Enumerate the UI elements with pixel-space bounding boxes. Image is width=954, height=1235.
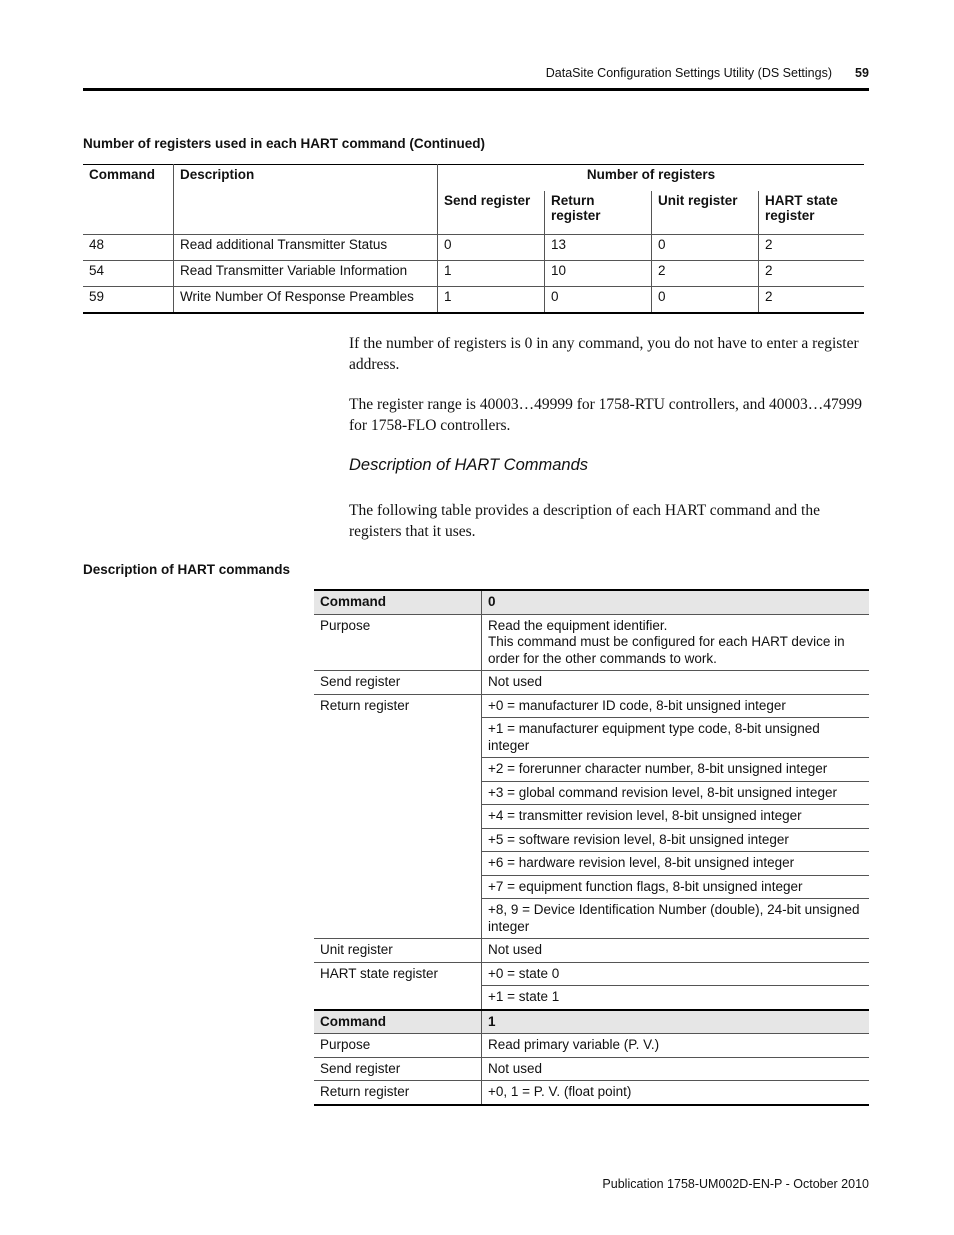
return-register-value: +4 = transmitter revision level, 8-bit unsigned integer (482, 805, 870, 829)
cell-unit: 0 (652, 235, 759, 261)
table-row (314, 1081, 869, 1105)
col-header-number-of-registers: Number of registers (438, 165, 865, 191)
table-row (314, 614, 869, 671)
cell-send: 1 (438, 261, 545, 287)
table-row (314, 1034, 869, 1058)
send-register-label: Send register (314, 1057, 482, 1081)
command-number: 1 (482, 1010, 870, 1034)
cell-unit: 2 (652, 261, 759, 287)
send-register-label: Send register (314, 671, 482, 695)
command-header-row (314, 1010, 869, 1034)
table-row (83, 261, 864, 287)
table-row (83, 287, 864, 313)
col-header-command: Command (83, 165, 174, 235)
purpose-line: Read the equipment identifier. (488, 617, 668, 633)
hart-state-register-value: +0 = state 0 (482, 962, 870, 986)
col-header-description: Description (174, 165, 438, 235)
return-register-value: +2 = forerunner character number, 8-bit unsigned integer (482, 758, 870, 782)
table-row (314, 694, 869, 718)
publication-footer: Publication 1758-UM002D-EN-P - October 2010 (602, 1177, 869, 1191)
return-register-value: +6 = hardware revision level, 8-bit unsigned integer (482, 852, 870, 876)
command-number: 0 (482, 590, 870, 614)
table-row (314, 1057, 869, 1081)
cell-description: Write Number Of Response Preambles (174, 287, 438, 313)
col-header-unit-register: Unit register (652, 191, 759, 235)
registers-table (83, 164, 864, 314)
cell-unit: 0 (652, 287, 759, 313)
cell-send: 1 (438, 287, 545, 313)
cell-return: 10 (545, 261, 652, 287)
cell-description: Read additional Transmitter Status (174, 235, 438, 261)
purpose-label: Purpose (314, 1034, 482, 1058)
send-register-value: Not used (482, 671, 870, 695)
running-header: DataSite Configuration Settings Utility (DS Settings) (545, 66, 832, 80)
cell-command: 48 (83, 235, 174, 261)
page-number: 59 (855, 66, 869, 80)
cell-hart: 2 (759, 287, 865, 313)
cell-command: 54 (83, 261, 174, 287)
paragraph-zero-registers: If the number of registers is 0 in any command, you do not have to enter a register address. (349, 335, 859, 373)
cell-hart: 2 (759, 235, 865, 261)
return-register-value: +3 = global command revision level, 8-bit unsigned integer (482, 781, 870, 805)
return-register-value: +7 = equipment function flags, 8-bit unsigned integer (482, 875, 870, 899)
hart-state-register-value: +1 = state 1 (482, 986, 870, 1010)
section-subheading: Description of HART Commands (349, 456, 589, 474)
unit-register-value: Not used (482, 939, 870, 963)
return-register-value: +8, 9 = Device Identification Number (double), 24-bit unsigned integer (482, 899, 870, 939)
cell-command: 59 (83, 287, 174, 313)
return-register-value: +0, 1 = P. V. (float point) (482, 1081, 870, 1105)
col-header-send-register: Send register (438, 191, 545, 235)
send-register-value: Not used (482, 1057, 870, 1081)
return-register-label: Return register (314, 694, 482, 939)
command-label: Command (314, 590, 482, 614)
registers-table-caption: Number of registers used in each HART command (Continued) (83, 136, 486, 151)
purpose-line: This command must be configured for each HART device in order for the other commands to work. (488, 634, 845, 666)
table-row (314, 939, 869, 963)
purpose-label: Purpose (314, 614, 482, 671)
cell-description: Read Transmitter Variable Information (174, 261, 438, 287)
unit-register-label: Unit register (314, 939, 482, 963)
purpose-value (482, 614, 870, 671)
table-row (314, 962, 869, 986)
col-header-hart-state-register: HART state register (759, 191, 865, 235)
table-row (83, 235, 864, 261)
cell-return: 0 (545, 287, 652, 313)
return-register-label: Return register (314, 1081, 482, 1105)
description-table (314, 589, 869, 1106)
paragraph-register-range: The register range is 40003…49999 for 1758-RTU controllers, and 40003…47999 for 1758-FLO controllers. (349, 396, 863, 434)
cell-hart: 2 (759, 261, 865, 287)
purpose-value: Read primary variable (P. V.) (482, 1034, 870, 1058)
table-row (314, 671, 869, 695)
header-rule (83, 88, 869, 91)
hart-state-register-label: HART state register (314, 962, 482, 1010)
return-register-value: +1 = manufacturer equipment type code, 8-bit unsigned integer (482, 718, 870, 758)
return-register-value: +5 = software revision level, 8-bit unsigned integer (482, 828, 870, 852)
col-header-return-register: Return register (545, 191, 652, 235)
command-header-row (314, 590, 869, 614)
description-table-caption: Description of HART commands (83, 562, 291, 577)
return-register-value: +0 = manufacturer ID code, 8-bit unsigned integer (482, 694, 870, 718)
table-header-row (83, 165, 864, 191)
paragraph-table-intro: The following table provides a description of each HART command and the registers that it uses. (349, 502, 820, 540)
cell-send: 0 (438, 235, 545, 261)
command-label: Command (314, 1010, 482, 1034)
cell-return: 13 (545, 235, 652, 261)
